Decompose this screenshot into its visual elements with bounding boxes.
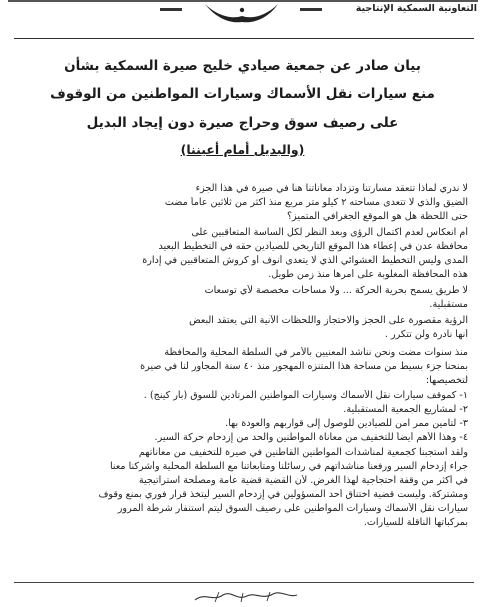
body-line: ولقد استجبنا كجمعية لمناشدات المواطنين القاطنين في صيرة للتخفيف من معاناتهم [138, 447, 468, 458]
title-line: بيان صادر عن جمعية صيادي خليج صيرة السمكية بشأن [64, 58, 421, 74]
body-line: هذه المحافظة المغلوبة على أمرها منذ زمن طويل. [268, 269, 468, 280]
body-line: بمركباتها الناقلة للسيارات. [363, 517, 468, 528]
title-line: على رصيف سوق وحراج صيرة دون إيجاد البديل [86, 115, 399, 131]
body-line: في أكثر من وقفة احتجاجية لهذا الغرض. لأن القضية قضية عامة ومصلحة استراتيجية [138, 475, 468, 486]
body-line: الضيق والذي لا تتعدى مساحته ٢ كيلو متر مربع منذ أكثر من ثلاثين عاماً مضت [164, 197, 468, 208]
body-line: ومشتركة. وليست قضية اختناق أحد المسؤولين في إزدحام السير ليتخذ قرار فوري بمنع وقوف [98, 489, 468, 500]
body-line: أنها نادرة ولن تتكرر . [384, 329, 468, 340]
title-subtitle: (والبديل أمام أعيننا) [180, 142, 305, 157]
list-item: ١- كموقف سيارات نقل الأسماك وسيارات المواطنين المرتادين للسوق (بار كينج) . [143, 390, 468, 401]
body-line: سيارات نقل الأسماك وسيارات المواطنين على رصيف السوق ليتم استنفار شرطة المرور [117, 503, 468, 514]
body-line: لا ندري لماذا تتعقد مسارتنا وتزداد معاناتنا هنا في صيرة في هذا الجزء [195, 183, 468, 194]
body-line: لتخصيصها: [425, 375, 468, 386]
body-line: محافظة عدن في إعطاء هذا الموقع التاريخي للصيادين حقه في التخطيط البعيد [158, 241, 468, 252]
body-line: لا طريق يسمح بحرية الحركة ... ولا مساحات مخصصة لأي توسعات [204, 285, 468, 296]
header-divider [14, 38, 474, 39]
title-line: منع سيارات نقل الأسماك وسيارات المواطنين من الوقوف [50, 86, 435, 102]
list-item: ٣- لتأمين ممر آمن للصيادين للوصول إلى قواربهم والعودة بها. [225, 418, 468, 429]
body-line: الرؤية مقصورة على الحجز والاحتجاز واللحظات الآنية التي يعتقد البعض [189, 315, 468, 326]
body-line: أم انعكاس لعدم اكتمال الرؤى وبعد النظر لكل الساسة المتعاقبين على [191, 227, 468, 238]
body-line: حتى اللحظة هل هو الموقع الجغرافي المتميز؟ [286, 211, 468, 222]
organization-name: التعاونية السمكية الإنتاجية [355, 3, 477, 14]
list-item: ٢- لمشاريع الجمعية المستقبلية. [343, 404, 468, 415]
footer-divider [14, 582, 474, 583]
body-line: جراء إزدحام السير ورفعنا مناشداتهم في رسائلنا ومتابعاتنا مع السلطة المحلية وأشركنا معنا [109, 461, 468, 472]
list-item: ٤- وهذا الأهم أيضاً للتخفيف من معاناة المواطنين والحد من إزدحام حركة السير. [154, 432, 468, 443]
signature-mark [185, 586, 305, 606]
body-line: مستقبلية. [429, 299, 468, 310]
body-line: المدى وليس التخطيط العشوائي الذي لا يتعدى أنوف أو كروش المتعاقبين في إدارة [142, 255, 468, 266]
body-line: بمنحنا جزء بسيط من مساحة هذا المتنزه المهجور منذ ٤٠ سنة المجاور لنا في صيرة [140, 361, 468, 372]
body-line: منذ سنوات مضت ونحن نناشد المعنيين بالأمر في السلطة المحلية والمحافظة [164, 347, 468, 358]
